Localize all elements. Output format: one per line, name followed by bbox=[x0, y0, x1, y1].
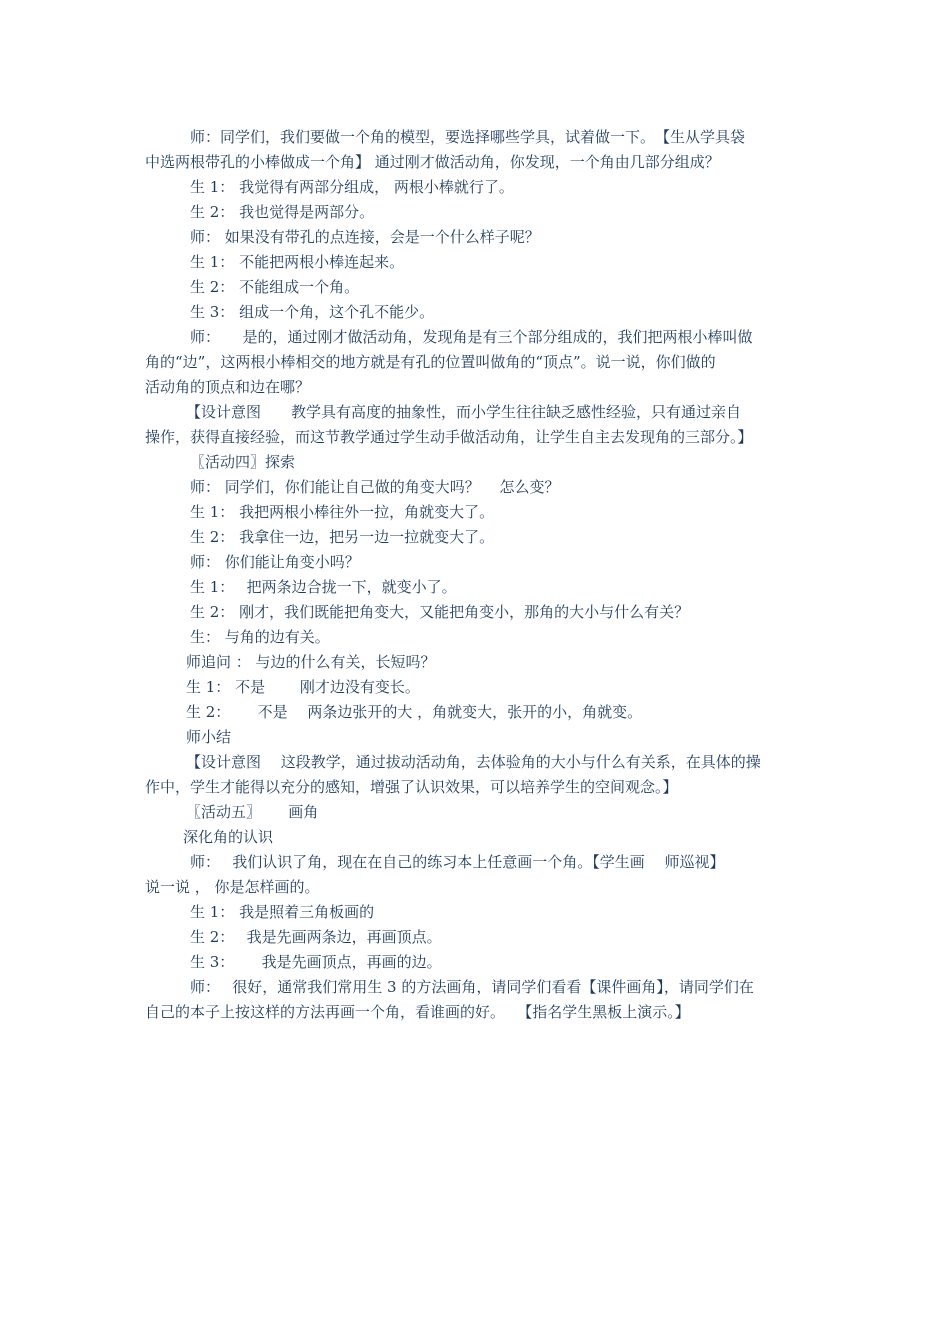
design-intent-note: 【设计意图 这段教学，通过拔动活动角，去体验角的大小与什么有关系，在具体的操 bbox=[186, 753, 761, 771]
text-line: 操作，获得直接经验，而这节教学通过学生动手做活动角，让学生自主去发现角的三部分。】 bbox=[145, 428, 753, 446]
text-line: 生 1： 把两条边合拢一下，就变小了。 bbox=[190, 578, 457, 596]
text-line: 生 1： 不是 刚才边没有变长。 bbox=[186, 678, 420, 696]
text-line: 师： 同学们，你们能让自己做的角变大吗？ 怎么变？ bbox=[190, 478, 560, 496]
text-line: 生： 与角的边有关。 bbox=[190, 628, 330, 646]
activity-four-heading: 〖活动四〗探索 bbox=[190, 453, 296, 471]
text-line: 自己的本子上按这样的方法再画一个角，看谁画的好。 【指名学生黑板上演示。】 bbox=[145, 1003, 690, 1021]
subheading: 深化角的认识 bbox=[183, 828, 274, 846]
text-line: 师： 如果没有带孔的点连接，会是一个什么样子呢？ bbox=[190, 228, 540, 246]
text-line: 生 3： 我是先画顶点，再画的边。 bbox=[190, 953, 442, 971]
text-line: 生 2： 我也觉得是两部分。 bbox=[190, 203, 375, 221]
text-line: 师小结 bbox=[186, 728, 232, 746]
text-line: 师追问 ： 与边的什么有关，长短吗？ bbox=[186, 653, 436, 671]
text-line: 生 1： 不能把两根小棒连起来。 bbox=[190, 253, 405, 271]
text-line: 师： 是的，通过刚才做活动角，发现角是有三个部分组成的，我们把两根小棒叫做 bbox=[190, 328, 753, 346]
text-line: 师： 你们能让角变小吗？ bbox=[190, 553, 360, 571]
text-line: 角的“边”，这两根小棒相交的地方就是有孔的位置叫做角的“顶点”。说一说，你们做的 bbox=[145, 353, 716, 371]
activity-five-heading: 〖活动五〗 画角 bbox=[186, 803, 319, 821]
text-line: 说一说 ， 你是怎样画的。 bbox=[145, 878, 320, 896]
text-line: 师： 很好，通常我们常用生 3 的方法画角，请同学们看看【课件画角】，请同学们在 bbox=[190, 978, 754, 996]
text-line: 生 2： 不是 两条边张开的大 ，角就变大，张开的小，角就变。 bbox=[186, 703, 643, 721]
text-line: 生 2： 不能组成一个角。 bbox=[190, 278, 360, 296]
text-line: 中选两根带孔的小棒做成一个角】 通过刚才做活动角，你发现，一个角由几部分组成？ bbox=[145, 153, 720, 171]
text-line: 师： 我们认识了角，现在在自己的练习本上任意画一个角。【学生画 师巡视】 bbox=[190, 853, 725, 871]
text-line: 生 2： 我是先画两条边，再画顶点。 bbox=[190, 928, 442, 946]
text-line: 师：同学们，我们要做一个角的模型，要选择哪些学具，试着做一下。 【生从学具袋 bbox=[190, 128, 746, 146]
text-line: 生 1： 我是照着三角板画的 bbox=[190, 903, 375, 921]
text-line: 生 2： 我拿住一边，把另一边一拉就变大了。 bbox=[190, 528, 495, 546]
text-line: 生 1： 我觉得有两部分组成， 两根小棒就行了。 bbox=[190, 178, 514, 196]
text-line: 作中，学生才能得以充分的感知，增强了认识效果，可以培养学生的空间观念。】 bbox=[145, 778, 678, 796]
text-line: 生 3： 组成一个角，这个孔不能少。 bbox=[190, 303, 435, 321]
text-line: 生 1： 我把两根小棒往外一拉，角就变大了。 bbox=[190, 503, 495, 521]
text-line: 生 2： 刚才，我们既能把角变大，又能把角变小，那角的大小与什么有关？ bbox=[190, 603, 690, 621]
text-line: 活动角的顶点和边在哪？ bbox=[145, 378, 311, 396]
design-intent-note: 【设计意图 教学具有高度的抽象性，而小学生往往缺乏感性经验，只有通过亲自 bbox=[186, 403, 742, 421]
